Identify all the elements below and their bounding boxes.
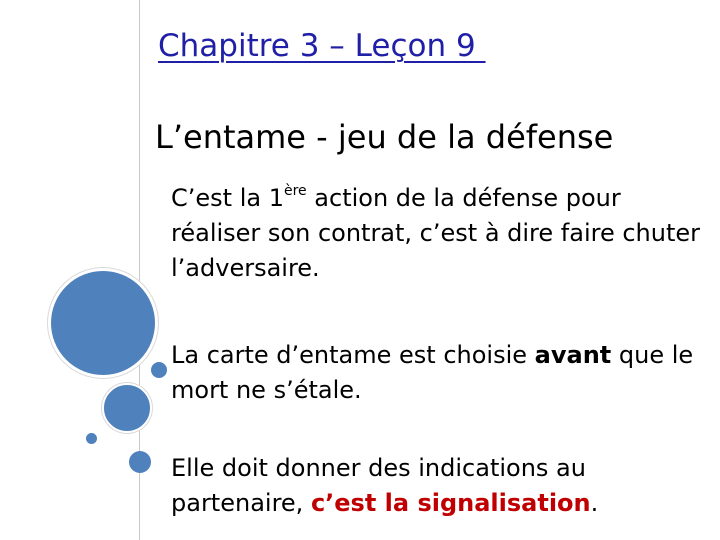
paragraph-2-text: La carte d’entame est choisie (171, 341, 535, 369)
decorative-circle-small (85, 432, 98, 445)
paragraph-3 (171, 451, 701, 521)
paragraph-1 (171, 181, 701, 286)
slide-subtitle: L’entame - jeu de la défense (155, 118, 614, 156)
superscript-text: ère (283, 183, 307, 199)
paragraph-1-text-rest: action de la défense pour réaliser son contrat, c’est à dire faire chuter l’adversaire. (171, 184, 701, 282)
bullet-dot-icon (129, 451, 151, 473)
decorative-circle-medium (102, 383, 152, 433)
paragraph-3-text-rest: . (590, 489, 599, 517)
highlight-text: c’est la signalisation (310, 489, 591, 517)
paragraph-1-text: C’est la 1 (171, 184, 284, 212)
decorative-circle-large (48, 268, 158, 378)
slide-title: Chapitre 3 – Leçon 9 (158, 28, 486, 64)
bullet-dot-icon (151, 362, 167, 378)
paragraph-3-text: Elle doit donner des indications au partenaire, (171, 454, 586, 517)
paragraph-2-text-rest: que le mort ne s’étale. (171, 341, 694, 404)
bold-text: avant (534, 341, 612, 369)
paragraph-2 (171, 338, 701, 408)
